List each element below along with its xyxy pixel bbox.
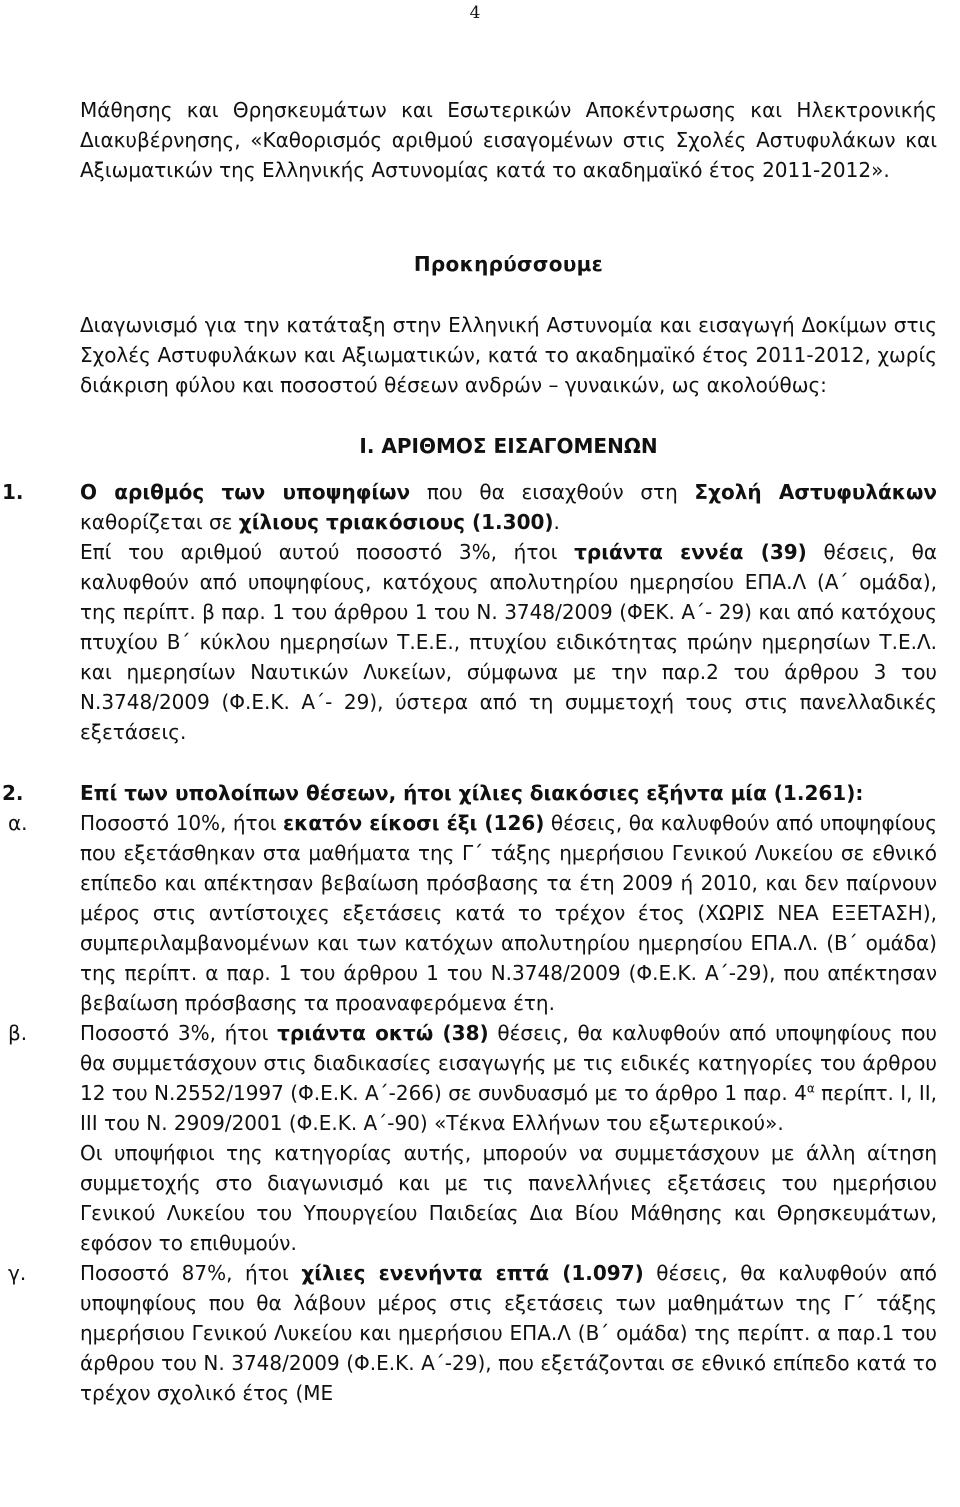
page-number: 4: [469, 3, 481, 23]
item-1-p2-bold-1: τριάντα εννέα (39): [574, 540, 807, 564]
item-1-p2-text-2: θέσεις, θα καλυφθούν από υποψηφίους, κατόχους απολυτηρίου ημερησίου ΕΠΑ.Λ (Α΄ ομάδα), της περίπτ. β παρ. 1 του άρθρου 1 του Ν. 3748/2009 (ΦΕΚ. Α΄- 29) και από κατόχους πτυχίου Β΄ κύκλου ημερησίων Τ.Ε.Ε., πτυχίου ειδικότητας πρώην ημερησίων Τ.Ε.Λ. και ημερησίων Ναυτικών Λυκείων, σύμφωνα με την παρ.2 του άρθρου 3 του Ν.3748/2009 (Φ.Ε.Κ. Α΄- 29), ύστερα από τη συμμετοχή τους στις πανελλαδικές εξετάσεις.: [80, 540, 938, 744]
sub-a-text-1: Ποσοστό 10%, ήτοι: [80, 811, 284, 835]
list-item-1: [2, 477, 938, 747]
sub-b-superscript: α: [806, 1081, 815, 1096]
sub-marker-a: α.: [8, 811, 28, 835]
sub-c-text-1: Ποσοστό 87%, ήτοι: [80, 1261, 302, 1285]
section-title: Ι. ΑΡΙΘΜΟΣ ΕΙΣΑΓΟΜΕΝΩΝ: [359, 434, 658, 458]
sub-b-bold-1: τριάντα οκτώ (38): [277, 1021, 489, 1045]
item-1-bold-1: Ο αριθμός των υποψηφίων: [80, 480, 411, 504]
item-1-paragraph-1: [80, 477, 937, 537]
list-marker-1: 1.: [2, 480, 24, 504]
announcement-paragraph: Διαγωνισμό για την κατάταξη στην Ελληνική Αστυνομία και εισαγωγή Δοκίμων στις Σχολές Αστυφυλάκων και Αξιωματικών, κατά το ακαδημαϊκό έτος 2011-2012, χωρίς διάκριση φύλου και ποσοστού θέσεων ανδρών – γυναικών, ως ακολούθως:: [80, 313, 937, 397]
item-1-bold-2: Σχολή Αστυφυλάκων: [694, 480, 937, 504]
item-1-paragraph-2: [80, 537, 937, 747]
sub-c-paragraph: [80, 1258, 937, 1408]
sub-marker-c: γ.: [8, 1261, 27, 1285]
sub-item-a: [8, 808, 937, 1018]
sub-b-text-3: περίπτ. Ι, ΙΙ, ΙΙΙ του Ν. 2909/2001 (Φ.Ε.Κ. Α΄-90) «Τέκνα Ελλήνων του εξωτερικού».: [80, 1081, 937, 1135]
sub-a-text-2: θέσεις, θα καλυφθούν από υποψηφίους που εξετάσθηκαν στα μαθήματα της Γ΄ τάξης ημερήσιου Γενικού Λυκείου σε εθνικό επίπεδο και απέκτησαν βεβαίωση πρόσβασης τα έτη 2009 ή 2010, και δεν παίρνουν μέρος στις αντίστοιχες εξετάσεις κατά το τρέχον έτος (ΧΩΡΙΣ ΝΕΑ ΕΞΕΤΑΣΗ), συμπεριλαμβανομένων και των κατόχων απολυτηρίου ημερησίου ΕΠΑ.Λ. (Β΄ ομάδα) της περίπτ. α παρ. 1 του άρθρου 1 του Ν.3748/2009 (Φ.Ε.Κ. Α΄-29), που απέκτησαν βεβαίωση πρόσβασης τα προαναφερόμενα έτη.: [80, 811, 937, 1015]
intro-paragraph: Μάθησης και Θρησκευμάτων και Εσωτερικών Αποκέντρωσης και Ηλεκτρονικής Διακυβέρνησης, «Καθορισμός αριθμού εισαγομένων στις Σχολές Αστυφυλάκων και Αξιωματικών της Ελληνικής Αστυνομίας κατά το ακαδημαϊκό έτος 2011-2012».: [80, 98, 937, 182]
item-2-title: Επί των υπολοίπων θέσεων, ήτοι χίλιες διακόσιες εξήντα μία (1.261):: [80, 781, 864, 805]
sub-item-c: [8, 1258, 937, 1408]
item-1-text-1: που θα εισαχθούν στη: [410, 480, 695, 504]
sub-b-text-2: θέσεις, θα καλυφθούν από υποψηφίους που θα συμμετάσχουν στις διαδικασίες εισαγωγής με τις ειδικές κατηγορίες του άρθρου 12 του Ν.2552/1997 (Φ.Ε.Κ. Α΄-266) σε συνδυασμό με το άρθρο 1 παρ. 4: [80, 1021, 937, 1105]
item-1-text-3: .: [553, 510, 560, 534]
list-item-2: [2, 778, 937, 808]
sub-item-b: [8, 1018, 937, 1258]
sub-b-paragraph-1: [80, 1018, 937, 1138]
sub-c-bold-1: χίλιες ενενήντα επτά (1.097): [301, 1261, 644, 1285]
sub-c-text-2: θέσεις, θα καλυφθούν από υποψηφίους που θα λάβουν μέρος στις εξετάσεις των μαθημάτων της Γ΄ τάξης ημερήσιου Γενικού Λυκείου και ημερήσιου ΕΠΑ.Λ (Β΄ ομάδα) της περίπτ. α παρ.1 του άρθρου του Ν. 3748/2009 (Φ.Ε.Κ. Α΄-29), που εξετάζονται σε εθνικό επίπεδο κατά το τρέχον σχολικό έτος (ΜΕ: [80, 1261, 937, 1405]
item-1-p2-text-1: Επί του αριθμού αυτού ποσοστό 3%, ήτοι: [80, 540, 575, 564]
sub-b-text-1: Ποσοστό 3%, ήτοι: [80, 1021, 278, 1045]
item-1-text-2: καθορίζεται σε: [80, 510, 239, 534]
sub-marker-b: β.: [8, 1021, 28, 1045]
proclamation-heading: Προκηρύσσουμε: [413, 252, 604, 276]
list-marker-2: 2.: [2, 781, 24, 805]
sub-a-bold-1: εκατόν είκοσι έξι (126): [283, 811, 545, 835]
document-body: [2, 95, 938, 1408]
item-1-bold-3: χίλιους τριακόσιους (1.300): [238, 510, 554, 534]
sub-b-paragraph-2: Οι υποψήφιοι της κατηγορίας αυτής, μπορούν να συμμετάσχουν με άλλη αίτηση συμμετοχής στο διαγωνισμό και με τις πανελλήνιες εξετάσεις του ημερήσιου Γενικού Λυκείου του Υπουργείου Παιδείας Δια Βίου Μάθησης και Θρησκευμάτων, εφόσον το επιθυμούν.: [80, 1141, 937, 1255]
sub-a-paragraph: [80, 808, 937, 1018]
